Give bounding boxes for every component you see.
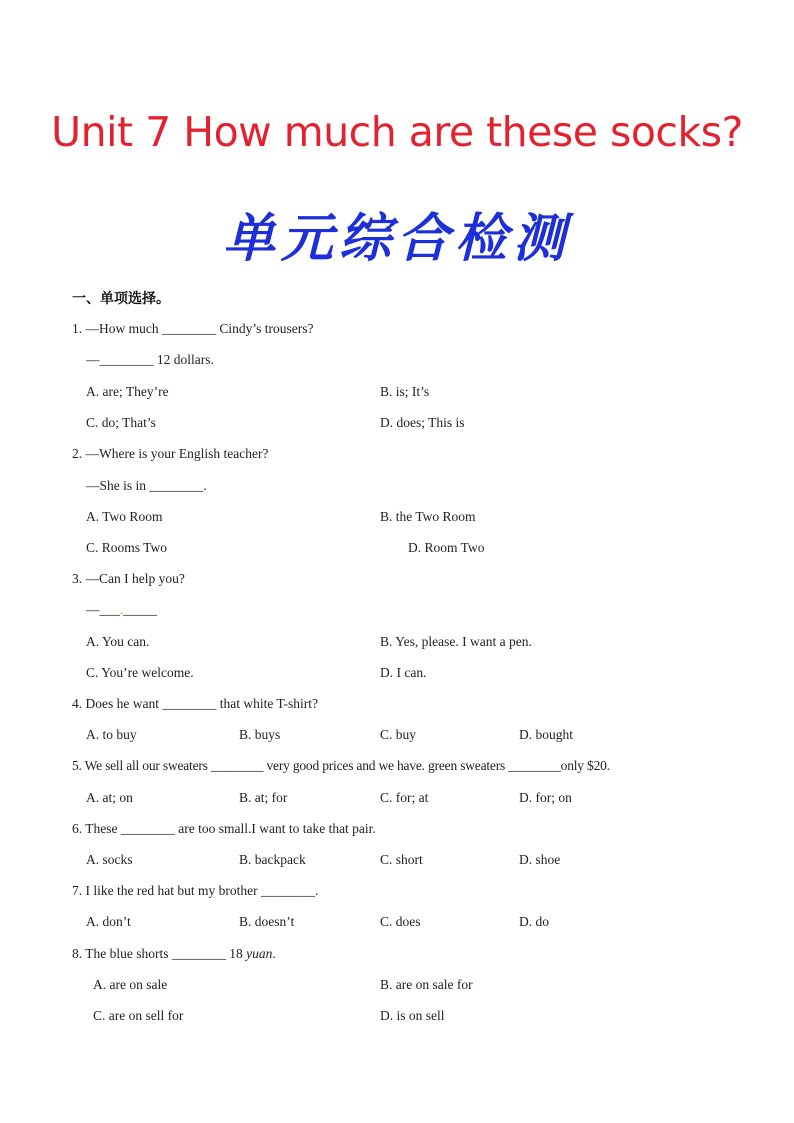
question-8-stem (72, 946, 276, 962)
question-8-option-d: D. is on sell (380, 1008, 445, 1023)
question-6-stem: 6. These ________ are too small.I want to take that pair. (72, 821, 376, 836)
question-2-reply: —She is in ________. (86, 478, 207, 493)
question-1-option-d: D. does; This is (380, 415, 465, 430)
question-8-option-b: B. are on sale for (380, 977, 473, 992)
question-4-stem: 4. Does he want ________ that white T-shirt? (72, 696, 318, 711)
page-subtitle: 单元综合检测 (222, 209, 571, 269)
question-3-reply (86, 602, 157, 618)
question-5-option-b: B. at; for (239, 790, 288, 805)
question-3-stem: 3. —Can I help you? (72, 571, 185, 586)
question-3-option-b: B. Yes, please. I want a pen. (380, 634, 532, 649)
question-2-option-a: A. Two Room (86, 509, 163, 524)
question-4-option-b: B. buys (239, 727, 281, 742)
question-4-option-d: D. bought (519, 727, 573, 742)
question-7-option-d: D. do (519, 914, 549, 929)
question-7-option-b: B. doesn’t (239, 914, 295, 929)
question-5-stem: 5. We sell all our sweaters ________ very good prices and we have. green sweaters ________only $20. (72, 758, 610, 773)
question-8-option-c: C. are on sell for (93, 1008, 184, 1023)
question-1-stem: 1. —How much ________ Cindy’s trousers? (72, 321, 314, 336)
question-3-option-a: A. You can. (86, 634, 150, 649)
question-4-option-c: C. buy (380, 727, 417, 742)
question-6-option-d: D. shoe (519, 852, 561, 867)
question-3-reply-blank-a: —___ (86, 602, 120, 617)
question-5-option-c: C. for; at (380, 790, 429, 805)
question-3-reply-dot: . (119, 602, 124, 617)
question-3-option-d: D. I can. (380, 665, 427, 680)
question-2-option-d: D. Room Two (408, 540, 485, 555)
question-8-stem-text: 8. The blue shorts ________ 18 (72, 946, 247, 961)
question-7-stem: 7. I like the red hat but my brother ________. (72, 883, 319, 898)
question-1-reply: —________ 12 dollars. (86, 352, 214, 367)
question-5-option-a: A. at; on (86, 790, 133, 805)
question-6-option-b: B. backpack (239, 852, 306, 867)
question-4-option-a: A. to buy (86, 727, 137, 742)
question-2-stem: 2. —Where is your English teacher? (72, 446, 269, 461)
question-1-option-c: C. do; That’s (86, 415, 156, 430)
question-3-option-c: C. You’re welcome. (86, 665, 194, 680)
question-2-option-c: C. Rooms Two (86, 540, 167, 555)
section-heading: 一、单项选择。 (72, 291, 170, 307)
question-7-option-a: A. don’t (86, 914, 131, 929)
question-8-stem-end: . (272, 946, 276, 961)
page-title: Unit 7 How much are these socks? (51, 108, 743, 156)
question-3-reply-blank-b: _____ (123, 602, 157, 617)
question-8-stem-italic: yuan (246, 946, 273, 961)
question-6-option-c: C. short (380, 852, 423, 867)
question-1-option-a: A. are; They’re (86, 384, 169, 399)
question-6-option-a: A. socks (86, 852, 133, 867)
question-1-option-b: B. is; It’s (380, 384, 430, 399)
question-5-option-d: D. for; on (519, 790, 572, 805)
question-2-option-b: B. the Two Room (380, 509, 476, 524)
question-8-option-a: A. are on sale (93, 977, 168, 992)
question-7-option-c: C. does (380, 914, 421, 929)
